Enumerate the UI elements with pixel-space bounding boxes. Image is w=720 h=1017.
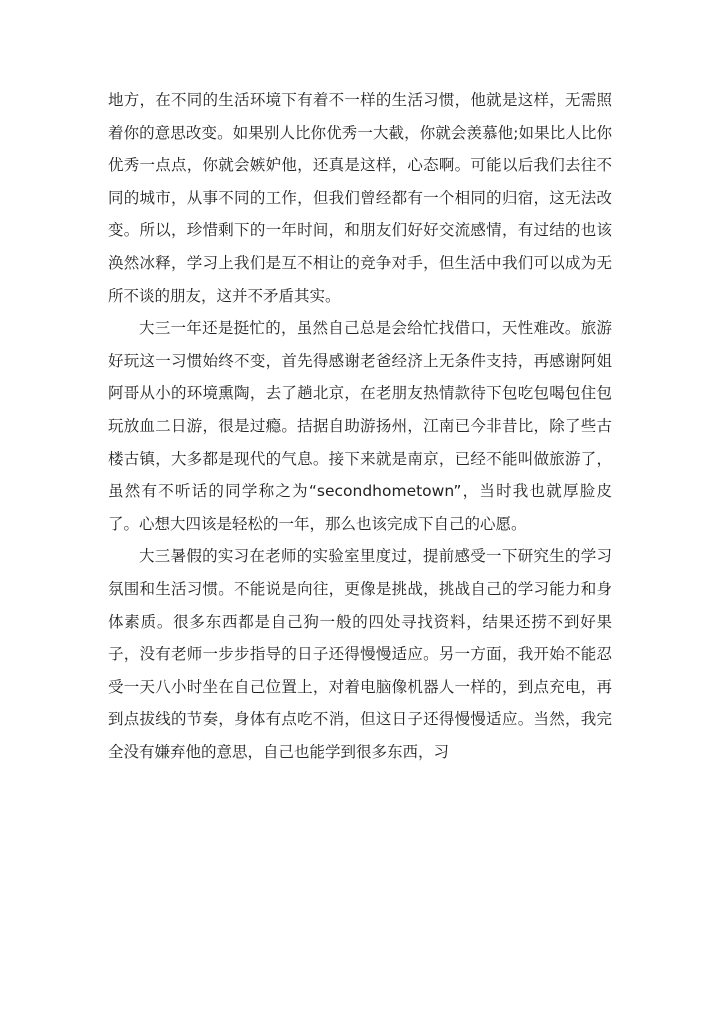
paragraph-2: 大三一年还是挺忙的，虽然自己总是会给忙找借口，天性难改。旅游好玩这一习惯始终不变，首先得感谢老爸经济上无条件支持，再感谢阿姐阿哥从小的环境熏陶，去了趟北京，在老朋友热情款待下包吃包喝包住包玩放血二日游，很是过瘾。拮据自助游扬州，江南已今非昔比，除了些古楼古镇，大多都是现代的气息。接下来就是南京，已经不能叫做旅游了，虽然有不听话的同学称之为“secondhometown”，当时我也就厚脸皮了。心想大四该是轻松的一年，那么也该完成下自己的心愿。 [108,319,612,533]
paragraph-3: 大三暑假的实习在老师的实验室里度过，提前感受一下研究生的学习氛围和生活习惯。不能说是向往，更像是挑战，挑战自己的学习能力和身体素质。很多东西都是自己狗一般的四处寻找资料，结果还捞不到好果子，没有老师一步步指导的日子还得慢慢适应。另一方面，我开始不能忍受一天八小时坐在自己位置上，对着电脑像机器人一样的，到点充电，再到点拔线的节奏，身体有点吃不消，但这日子还得慢慢适应。当然，我完全没有嫌弃他的意思，自己也能学到很多东西，习 [108,547,612,761]
document-body [108,84,612,768]
paragraph-1: 地方，在不同的生活环境下有着不一样的生活习惯，他就是这样，无需照着你的意思改变。如果别人比你优秀一大截，你就会羡慕他;如果比人比你优秀一点点，你就会嫉妒他，还真是这样，心态啊。可能以后我们去往不同的城市，从事不同的工作，但我们曾经都有一个相同的归宿，这无法改变。所以，珍惜剩下的一年时间，和朋友们好好交流感情，有过结的也该涣然冰释，学习上我们是互不相让的竞争对手，但生活中我们可以成为无所不谈的朋友，这并不矛盾其实。 [108,91,612,305]
